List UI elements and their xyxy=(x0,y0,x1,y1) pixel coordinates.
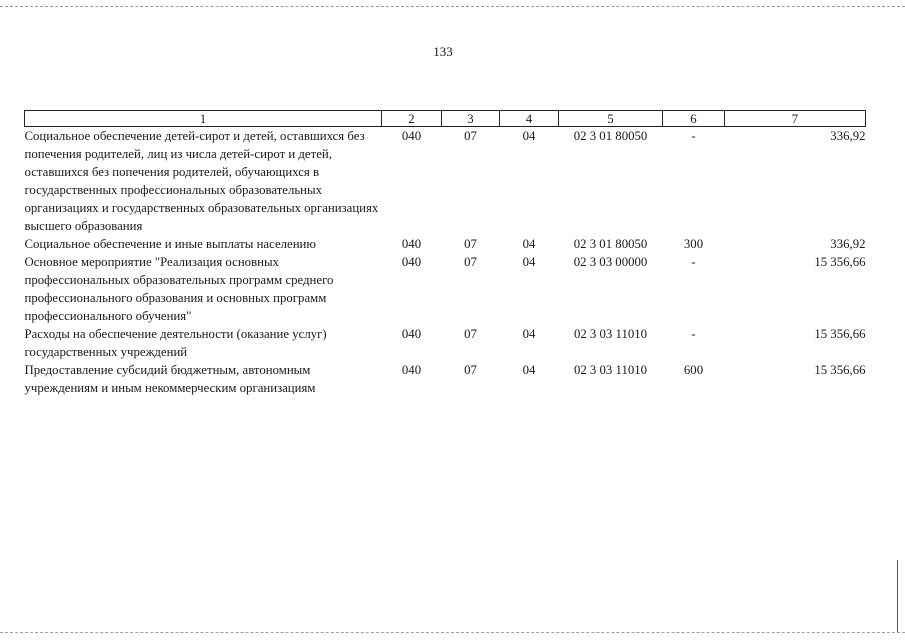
column-header-section: 3 xyxy=(442,111,500,127)
table-row xyxy=(25,325,866,361)
budget-table xyxy=(24,110,866,397)
row-subsection: 04 xyxy=(522,129,536,143)
row-subsection: 04 xyxy=(522,237,536,251)
row-amount: 336,92 xyxy=(830,129,866,143)
scan-border-bottom xyxy=(0,632,905,633)
row-section: 07 xyxy=(464,237,477,251)
column-header-target-article: 5 xyxy=(559,111,663,127)
row-amount: 15 356,66 xyxy=(814,363,866,377)
row-expense-type: 600 xyxy=(683,363,704,377)
row-expense-type: 300 xyxy=(683,237,704,251)
column-header-subsection: 4 xyxy=(500,111,559,127)
row-name: Социальное обеспечение детей-сирот и детей, оставшихся без попечения родителей, лиц из числа детей-сирот и детей, оставшихся без попечения родителей, обучающихся в государственных профессиональных образовательных организациях и государственных образовательных организациях высшего образования xyxy=(24,129,379,233)
row-name: Основное мероприятие "Реализация основных профессиональных образовательных программ среднего профессионального образования и основных программ профессионального обучения" xyxy=(24,255,334,323)
scan-border-right xyxy=(897,560,898,632)
page-number: 133 xyxy=(433,44,453,59)
column-header-ministry: 2 xyxy=(382,111,442,127)
row-target-article: 02 3 03 11010 xyxy=(573,327,648,341)
row-target-article: 02 3 01 80050 xyxy=(573,129,648,143)
row-section: 07 xyxy=(464,255,477,269)
row-ministry: 040 xyxy=(401,255,422,269)
row-section: 07 xyxy=(464,129,477,143)
scan-border-top xyxy=(0,6,905,7)
row-amount: 15 356,66 xyxy=(814,255,866,269)
row-expense-type: - xyxy=(691,129,696,143)
row-ministry: 040 xyxy=(401,129,422,143)
row-subsection: 04 xyxy=(522,327,536,341)
row-expense-type: - xyxy=(691,327,696,341)
row-expense-type: - xyxy=(691,255,696,269)
header-row xyxy=(25,111,866,127)
column-header-name: 1 xyxy=(25,111,382,127)
row-section: 07 xyxy=(464,327,477,341)
row-subsection: 04 xyxy=(522,363,536,377)
column-header-amount: 7 xyxy=(725,111,866,127)
row-target-article: 02 3 03 11010 xyxy=(573,363,648,377)
table-row xyxy=(25,127,866,236)
row-section: 07 xyxy=(464,363,477,377)
table-row xyxy=(25,235,866,253)
row-name: Социальное обеспечение и иные выплаты населению xyxy=(24,237,316,251)
row-name: Расходы на обеспечение деятельности (оказание услуг) государственных учреждений xyxy=(24,327,327,359)
row-ministry: 040 xyxy=(401,363,422,377)
column-header-expense-type: 6 xyxy=(663,111,725,127)
row-amount: 336,92 xyxy=(830,237,866,251)
table-row xyxy=(25,361,866,397)
table-row xyxy=(25,253,866,325)
row-ministry: 040 xyxy=(401,327,422,341)
row-subsection: 04 xyxy=(522,255,536,269)
row-name: Предоставление субсидий бюджетным, автономным учреждениям и иным некоммерческим организациям xyxy=(24,363,316,395)
row-ministry: 040 xyxy=(401,237,422,251)
row-amount: 15 356,66 xyxy=(814,327,866,341)
row-target-article: 02 3 01 80050 xyxy=(573,237,648,251)
row-target-article: 02 3 03 00000 xyxy=(573,255,648,269)
